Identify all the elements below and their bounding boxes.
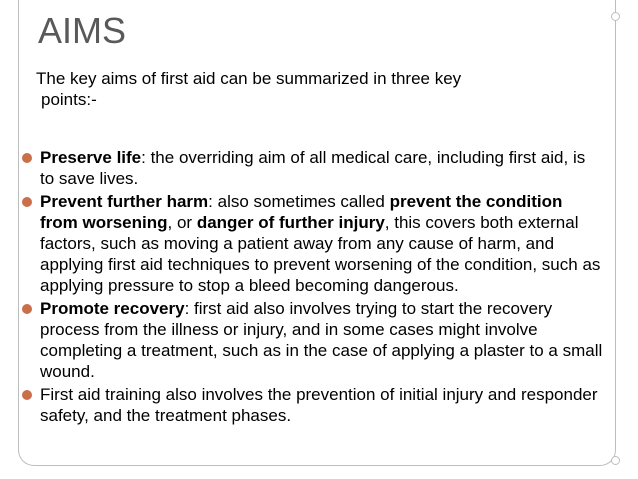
slide-title: AIMS — [38, 10, 127, 51]
bullet-icon — [22, 153, 32, 163]
bullet-icon — [22, 197, 32, 207]
bullet-icon — [22, 390, 32, 400]
list-item — [0, 298, 638, 382]
point-emphasis: danger of further injury — [196, 213, 385, 232]
point-text: , or — [167, 213, 197, 232]
corner-dot-bottom-right — [611, 456, 620, 465]
intro-line-2: points:- — [41, 90, 97, 109]
point-emphasis: prevent the condition from worsening — [40, 192, 563, 232]
point-heading: Promote recovery — [40, 299, 185, 318]
list-item — [0, 147, 638, 189]
list-item — [0, 384, 638, 426]
bullet-icon — [22, 304, 32, 314]
point-text: : the overriding aim of all medical care, including first aid, is to save lives. — [40, 148, 586, 188]
point-heading: Preserve life — [40, 148, 142, 167]
point-heading: Prevent further harm — [40, 192, 209, 211]
aims-list — [0, 147, 638, 428]
intro-line-1: The key aims of first aid can be summarized in three key — [36, 69, 462, 88]
list-item — [0, 191, 638, 296]
intro-text — [36, 68, 586, 110]
point-text: , this covers both external factors, such as moving a patient away from any cause of harm, and applying first aid techniques to prevent worsening of the condition, such as applying pressure to stop a bleed becoming dangerous. — [40, 213, 601, 295]
point-text: : first aid also involves trying to start the recovery process from the illness or injury, and in some cases might involve completing a treatment, such as in the case of applying a plaster to a small wound. — [40, 299, 603, 381]
corner-dot-top-right — [611, 12, 620, 21]
point-text: : also sometimes called — [208, 192, 390, 211]
point-text: First aid training also involves the prevention of initial injury and responder safety, and the treatment phases. — [40, 385, 598, 425]
